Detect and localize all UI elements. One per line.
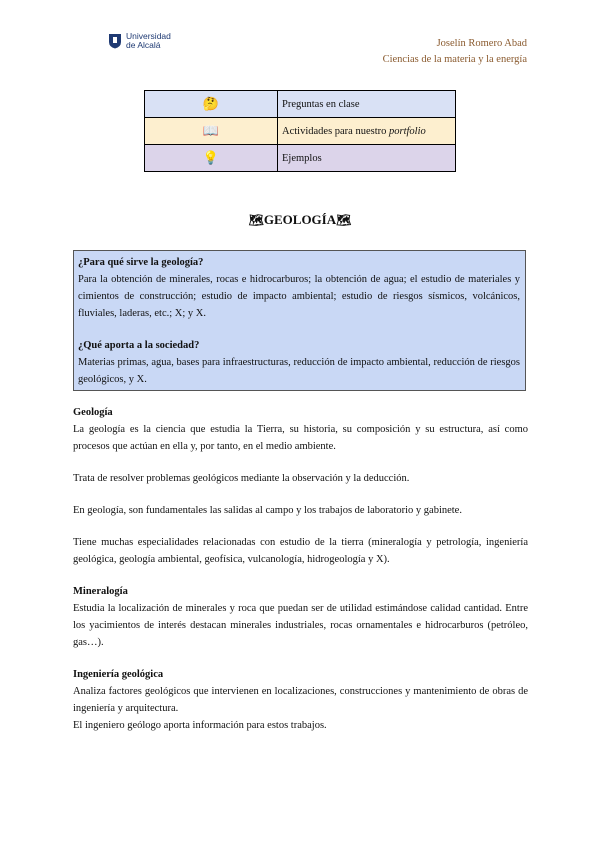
university-crest-icon xyxy=(108,33,122,49)
legend-label-questions: Preguntas en clase xyxy=(278,91,456,118)
logo-line-1: Universidad xyxy=(126,31,171,41)
legend-row-activities xyxy=(145,118,456,145)
paragraph: Analiza factores geológicos que intervienen en localizaciones, construcciones y mantenimiento de obras de ingeniería y arquitectura. xyxy=(73,686,528,714)
world-map-icon: 🗺 xyxy=(336,213,352,227)
legend-label-activities: Actividades para nuestro portfolio xyxy=(278,118,456,145)
legend-label-examples: Ejemplos xyxy=(278,145,456,172)
university-logo xyxy=(108,32,171,50)
section-heading-mineralogia: Mineralogía xyxy=(73,586,128,597)
thinking-face-icon: 🤔 xyxy=(202,96,220,111)
page-header xyxy=(383,36,527,68)
paragraph: La geología es la ciencia que estudia la Tierra, su historia, su composición y su estructura, así como procesos que actúan en ella y, por tanto, en el medio ambiente. xyxy=(73,424,528,452)
paragraph: En geología, son fundamentales las salidas al campo y los trabajos de laboratorio y gabinete. xyxy=(73,505,462,516)
light-bulb-icon: 💡 xyxy=(202,150,220,165)
legend-table xyxy=(144,90,456,172)
author-name: Joselín Romero Abad xyxy=(436,38,527,49)
key-questions-box xyxy=(73,250,526,391)
portfolio-word: portfolio xyxy=(389,125,426,137)
question-society: ¿Qué aporta a la sociedad? xyxy=(78,340,200,351)
paragraph: Tiene muchas especialidades relacionadas con estudio de la tierra (mineralogía y petrología, ingeniería geológica, geología ambiental, geofísica, vulcanología, hidrogeología y X). xyxy=(73,537,528,565)
paragraph: Estudia la localización de minerales y roca que puedan ser de utilidad estimándose calidad cantidad. Entre los yacimientos de interés destacan minerales industriales, rocas ornamentales e hidrocarburos (petróleo, gas…). xyxy=(73,603,528,648)
question-purpose: ¿Para qué sirve la geología? xyxy=(78,257,204,268)
section-heading-geologia: Geología xyxy=(73,407,113,418)
page-title xyxy=(0,212,600,228)
open-book-icon: 📖 xyxy=(202,123,220,138)
paragraph: El ingeniero geólogo aporta información para estos trabajos. xyxy=(73,720,327,731)
answer-society: Materias primas, agua, bases para infraestructuras, reducción de impacto ambiental, reducción de riesgos geológicos, y X. xyxy=(78,357,520,385)
paragraph: Trata de resolver problemas geológicos mediante la observación y la deducción. xyxy=(73,473,410,484)
subject-name: Ciencias de la materia y la energía xyxy=(382,54,527,65)
answer-purpose: Para la obtención de minerales, rocas e hidrocarburos; la obtención de agua; el estudio de materiales y cimientos de construcción; estudio de impacto ambiental; estudio de riesgos sísmicos, volcánicos, fluviales, laderas, etc.; X; y X. xyxy=(78,274,520,319)
main-content xyxy=(73,404,528,734)
title-text: GEOLOGÍA xyxy=(263,212,337,227)
logo-line-2: de Alcalá xyxy=(126,40,161,50)
legend-row-examples xyxy=(145,145,456,172)
section-heading-ingenieria: Ingeniería geológica xyxy=(73,669,164,680)
world-map-icon: 🗺 xyxy=(248,213,264,227)
legend-row-questions xyxy=(145,91,456,118)
